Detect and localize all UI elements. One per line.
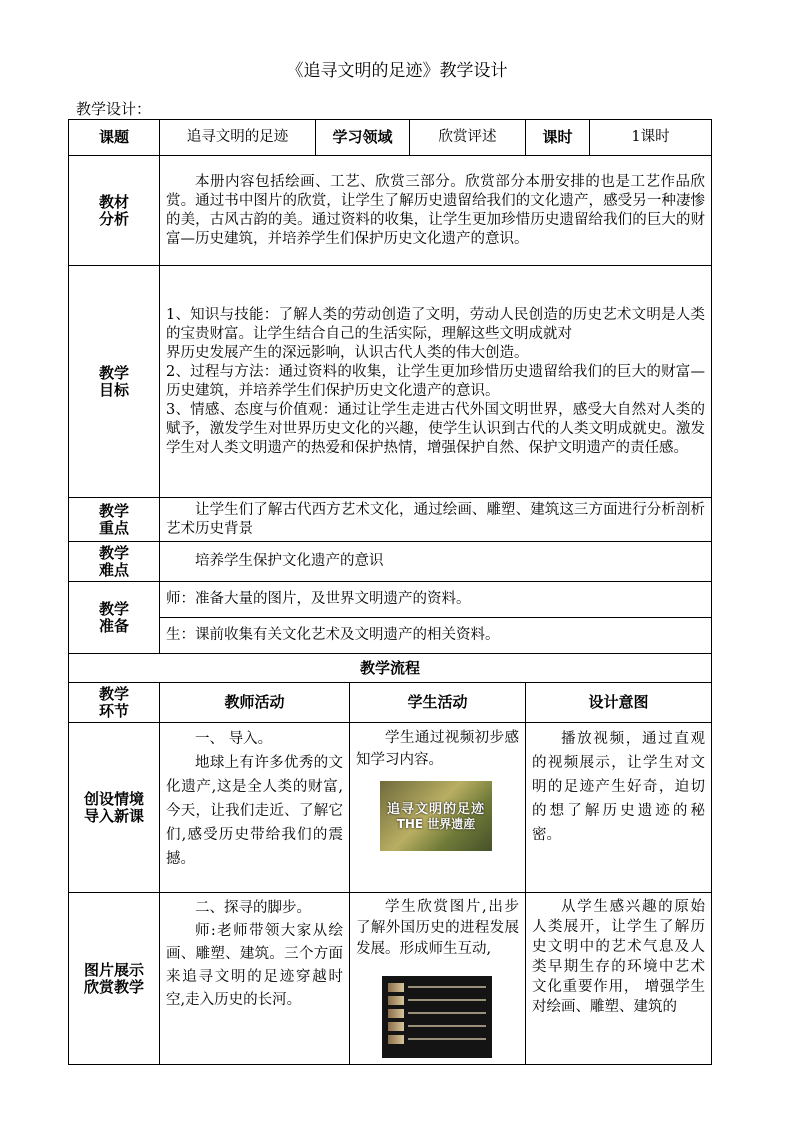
goals-label: 教学 目标 — [69, 266, 160, 498]
stage2-teacher-heading: 二、探寻的脚步。 — [195, 900, 311, 916]
material-text: 本册内容包括绘画、工艺、欣赏三部分。欣赏部分本册安排的也是工艺作品欣赏。通过书中图片的欣赏，让学生了解历史遗留给我们的文化遗产，感受另一种凄惨的美，古风古韵的美。通过资料的收集，让学生更加珍惜历史遗留给我们的巨大的财富—历史建筑，并培养学生们保护历史文化遗产的意识。 — [160, 156, 712, 266]
field-label: 学习领域 — [316, 120, 410, 156]
key-text: 让学生们了解古代西方艺术文化，通过绘画、雕塑、建筑这三方面进行分析剖析艺术历史背景 — [160, 498, 712, 542]
stage2-teacher-text: 师:老师带领大家从绘画、雕塑、建筑。三个方面来追寻文明的足迹穿越时空,走入历史的长河。 — [166, 923, 343, 1008]
goal-process: 2、过程与方法：通过资料的收集，让学生更加珍惜历史遗留给我们的巨大的财富—历史建筑，并培养学生们保护历史文化遗产的意识。 — [166, 363, 706, 399]
difficulty-text: 培养学生保护文化遗产的意识 — [160, 542, 712, 582]
stage1-name: 创设情境 导入新课 — [69, 723, 160, 893]
col-teacher: 教师活动 — [160, 683, 350, 723]
material-label: 教材 分析 — [69, 156, 160, 266]
stage2-intent-text: 从学生感兴趣的原始人类展开，让学生了解历史文明中的艺术气息及人类早期生存的环境中艺术文化重要作用， 增强学生对绘画、雕塑、建筑的 — [532, 899, 706, 1015]
document-title: 《追寻文明的足迹》教学设计 — [286, 61, 508, 81]
col-stage: 教学 环节 — [69, 683, 160, 723]
difficulty-label: 教学 难点 — [69, 542, 160, 582]
flow-title: 教学流程 — [69, 654, 712, 683]
goal-knowledge: 1、知识与技能：了解人类的劳动创造了文明，劳动人民创造的历史艺术文明是人类的宝贵财富。让学生结合自己的生活实际，理解这些文明成就对 — [166, 306, 706, 342]
document-subtitle: 教学设计： — [76, 100, 152, 118]
goals-text — [160, 266, 712, 498]
stage2-row — [69, 893, 712, 1065]
prep-row-teacher — [69, 582, 712, 618]
stage1-row — [69, 723, 712, 893]
hours-value: 1课时 — [590, 120, 712, 156]
topic-value: 追寻文明的足迹 — [160, 120, 316, 156]
stage1-teacher-text: 地球上有许多优秀的文化遗产,这是全人类的财富,今天，让我们走近、了解它们,感受历史带给我们的震撼。 — [166, 755, 343, 867]
stage2-teacher — [160, 893, 350, 1065]
stage1-student — [350, 723, 526, 893]
video-thumbnail-subtitle: THE 世界遗産 — [396, 816, 476, 831]
video-thumbnail-image — [380, 781, 492, 851]
key-label: 教学 重点 — [69, 498, 160, 542]
stage1-intent — [526, 723, 712, 893]
video-thumbnail-title: 追寻文明的足迹 — [386, 801, 485, 817]
stage2-name: 图片展示 欣赏教学 — [69, 893, 160, 1065]
stage1-intent-text: 播放视频，通过直观的视频展示，让学生对文明的足迹产生好奇，迫切的想了解历史遗迹的秘密。 — [532, 731, 706, 843]
header-row — [69, 120, 712, 156]
difficulty-row — [69, 542, 712, 582]
stage2-student-text: 学生欣赏图片,出步了解外国历史的进程发展发展。形成师生互动, — [356, 899, 520, 957]
field-value: 欣赏评述 — [410, 120, 526, 156]
prep-teacher: 师：准备大量的图片，及世界文明遗产的资料。 — [160, 582, 712, 618]
prep-student: 生：课前收集有关文化艺术及文明遗产的相关资料。 — [160, 618, 712, 654]
col-student: 学生活动 — [350, 683, 526, 723]
prep-row-student — [69, 618, 712, 654]
lesson-plan-table — [68, 119, 712, 1065]
goal-emotion: 3、情感、态度与价值观：通过让学生走进古代外国文明世界，感受大自然对人类的赋予，激发学生对世界历史文化的兴趣，使学生认识到古代的人类文明成就史。激发学生对人类文明遗产的热爱和保护热情，增强保护自然、保护文明遗产的责任感。 — [166, 401, 706, 456]
stage2-intent — [526, 893, 712, 1065]
flow-header-row — [69, 683, 712, 723]
hours-label: 课时 — [526, 120, 590, 156]
stage1-student-text: 学生通过视频初步感知学习内容。 — [356, 730, 520, 768]
prep-label: 教学 准备 — [69, 582, 160, 654]
flow-title-row — [69, 654, 712, 683]
stage2-student — [350, 893, 526, 1065]
art-timeline-image — [382, 976, 492, 1058]
material-row — [69, 156, 712, 266]
goals-row — [69, 266, 712, 498]
col-intent: 设计意图 — [526, 683, 712, 723]
stage1-teacher — [160, 723, 350, 893]
stage1-teacher-heading: 一、 导入。 — [195, 731, 273, 747]
goal-knowledge-cont: 界历史发展产生的深远影响，认识古代人类的伟大创造。 — [166, 344, 529, 361]
topic-label: 课题 — [69, 120, 160, 156]
key-row — [69, 498, 712, 542]
